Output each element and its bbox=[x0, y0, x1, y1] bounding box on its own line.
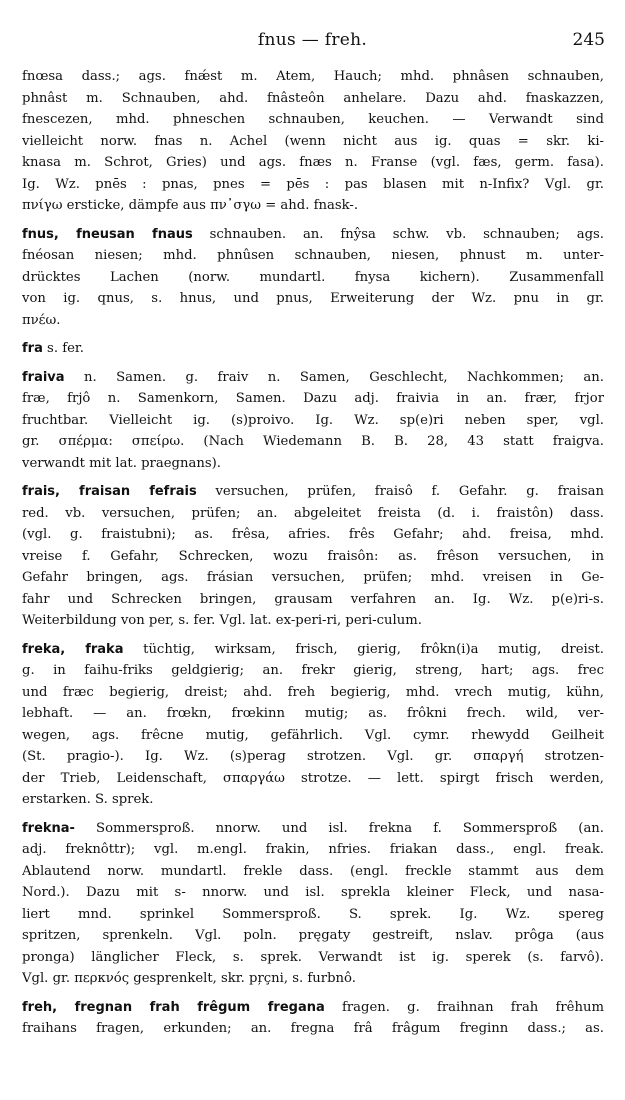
entry-first-line bbox=[22, 997, 604, 1019]
text-line: fraihans fragen, erkunden; an. fregna frâ frâgum freginn dass.; as. bbox=[22, 1021, 604, 1036]
text-line: Gefahr bringen, ags. frásian versuchen, prüfen; mhd. vreisen in Ge- bbox=[22, 570, 604, 585]
text-line: und fræc begierig, dreist; ahd. freh begierig, mhd. vrech mutig, kühn, bbox=[22, 684, 604, 700]
entry-headword: fraiva bbox=[22, 369, 65, 385]
text-line: (vgl. g. fraistubni); as. frêsa, afries. frês Gefahr; ahd. freisa, mhd. bbox=[22, 527, 604, 542]
text-line: drücktes Lachen (norw. mundartl. fnysa kichern). Zusammenfall bbox=[22, 269, 604, 285]
text-line: πνέω. bbox=[22, 312, 61, 328]
text-line: adj. freknôttr); vgl. m.engl. frakin, nfries. friakan dass., engl. freak. bbox=[22, 842, 604, 857]
entry-first-line bbox=[22, 367, 604, 389]
text-line: knasa m. Schrot, Gries) und ags. fnæs n. Franse (vgl. fæs, germ. fasa). bbox=[22, 155, 604, 170]
dictionary-entry-frekna bbox=[22, 818, 604, 990]
text-line: gr. σπέρμα: σπείρω. (Nach Wiedemann B. B. 28, 43 statt fraigva. bbox=[22, 434, 604, 449]
text-line: Vgl. gr. περκνός gesprenkelt, skr. pŗçni, s. furbnô. bbox=[22, 971, 356, 986]
dictionary-body bbox=[22, 66, 604, 1040]
dictionary-entry-freka bbox=[22, 639, 604, 811]
dictionary-entry-fra bbox=[22, 338, 604, 360]
dictionary-entry-fnus bbox=[22, 224, 604, 332]
text-line: g. in faihu-friks geldgierig; an. frekr gierig, streng, hart; ags. frec bbox=[22, 663, 604, 678]
entry-headword: fnus, fneusan fnaus bbox=[22, 226, 193, 242]
entry-headword: frais, fraisan fefrais bbox=[22, 484, 197, 499]
text-line: wegen, ags. frêcne mutig, gefährlich. Vgl. cymr. rhewydd Geilheit bbox=[22, 727, 604, 743]
entry-headword: fra bbox=[22, 341, 43, 356]
text-line: (St. pragio-). Ig. Wz. (s)perag strotzen. Vgl. gr. σπαργή strotzen- bbox=[22, 749, 604, 764]
text-line: πνίγω ersticke, dämpfe aus πν᾽σγω = ahd. fnask-. bbox=[22, 198, 359, 213]
text-line: vielleicht norw. fnas n. Achel (wenn nicht aus ig. quas = skr. ki- bbox=[22, 133, 604, 149]
text-line: fahr und Schrecken bringen, grausam verfahren an. Ig. Wz. p(e)ri-s. bbox=[22, 591, 604, 607]
entry-first-line-text: n. Samen. g. fraiv n. Samen, Geschlecht, Nachkommen; an. bbox=[84, 369, 604, 385]
text-line: liert mnd. sprinkel Sommersproß. S. sprek. Ig. Wz. spereg bbox=[22, 906, 604, 922]
entry-first-line bbox=[22, 224, 604, 246]
text-line: Ig. Wz. pnēs : pnas, pnes = pēs : pas blasen mit n-Infix? Vgl. gr. bbox=[22, 176, 604, 192]
entry-first-line-text: Sommersproß. nnorw. und isl. frekna f. Sommersproß (an. bbox=[96, 820, 604, 836]
text-line: Weiterbildung von per, s. fer. Vgl. lat. ex-peri-ri, peri-culum. bbox=[22, 613, 422, 628]
page-number: 245 bbox=[572, 30, 605, 50]
entry-first-line bbox=[22, 481, 604, 503]
dictionary-entry-fraiva bbox=[22, 367, 604, 475]
running-head bbox=[0, 30, 625, 54]
text-line: fruchtbar. Vielleicht ig. (s)proivo. Ig. Wz. sp(e)ri neben sper, vgl. bbox=[22, 412, 604, 428]
page-title: fnus — freh. bbox=[257, 30, 368, 50]
text-line: spritzen, sprenkeln. Vgl. poln. pręgaty gestreift, nslav. prôga (aus bbox=[22, 928, 604, 943]
text-line: pronga) länglicher Fleck, s. sprek. Verwandt ist ig. sperek (s. farvô). bbox=[22, 949, 604, 965]
text-line: red. vb. versuchen, prüfen; an. abgeleitet freista (d. i. fraistôn) dass. bbox=[22, 505, 604, 521]
dictionary-entry-continued bbox=[22, 66, 604, 217]
text-line: Ablautend norw. mundartl. frekle dass. (engl. freckle stammt aus dem bbox=[22, 863, 604, 879]
text-line: Nord.). Dazu mit s- nnorw. und isl. sprekla kleiner Fleck, und nasa- bbox=[22, 885, 604, 900]
dictionary-entry-freh bbox=[22, 997, 604, 1040]
entry-headword: freh, fregnan frah frêgum fregana bbox=[22, 999, 325, 1015]
text-line: vreise f. Gefahr, Schrecken, wozu fraisôn: as. frêson versuchen, in bbox=[22, 548, 604, 564]
text-line: der Trieb, Leidenschaft, σπαργάω strotze. — lett. spirgt frisch werden, bbox=[22, 770, 604, 786]
entry-headword: frekna- bbox=[22, 820, 75, 836]
entry-first-line-text: s. fer. bbox=[47, 341, 84, 356]
entry-first-line-text: schnauben. an. fnŷsa schw. vb. schnauben; ags. bbox=[209, 226, 604, 242]
entry-first-line bbox=[22, 818, 604, 840]
entry-headword: freka, fraka bbox=[22, 641, 124, 657]
entry-first-line bbox=[22, 338, 604, 360]
text-line: fnéosan niesen; mhd. phnûsen schnauben, niesen, phnust m. unter- bbox=[22, 248, 604, 263]
text-line: fnœsa dass.; ags. fnǽst m. Atem, Hauch; mhd. phnâsen schnauben, bbox=[22, 69, 604, 84]
text-line: fnescezen, mhd. phneschen schnauben, keuchen. — Verwandt sind bbox=[22, 112, 604, 127]
entry-first-line-text: versuchen, prüfen, fraisô f. Gefahr. g. fraisan bbox=[215, 484, 604, 499]
entry-first-line-text: tüchtig, wirksam, frisch, gierig, frôkn(i)a mutig, dreist. bbox=[143, 641, 604, 657]
entry-first-line bbox=[22, 639, 604, 661]
text-line: verwandt mit lat. praegnans). bbox=[22, 455, 221, 471]
text-line: fræ, frjô n. Samenkorn, Samen. Dazu adj. fraivia in an. frær, frjor bbox=[22, 391, 604, 406]
text-line: phnâst m. Schnauben, ahd. fnâsteôn anhelare. Dazu ahd. fnaskazzen, bbox=[22, 90, 604, 106]
text-line: erstarken. S. sprek. bbox=[22, 792, 154, 807]
text-line: lebhaft. — an. frœkn, frœkinn mutig; as. frôkni frech. wild, ver- bbox=[22, 706, 604, 721]
text-line: von ig. qnus, s. hnus, und pnus, Erweiterung der Wz. pnu in gr. bbox=[22, 291, 604, 306]
dictionary-entry-frais bbox=[22, 481, 604, 632]
entry-first-line-text: fragen. g. fraihnan frah frêhum bbox=[341, 999, 604, 1015]
